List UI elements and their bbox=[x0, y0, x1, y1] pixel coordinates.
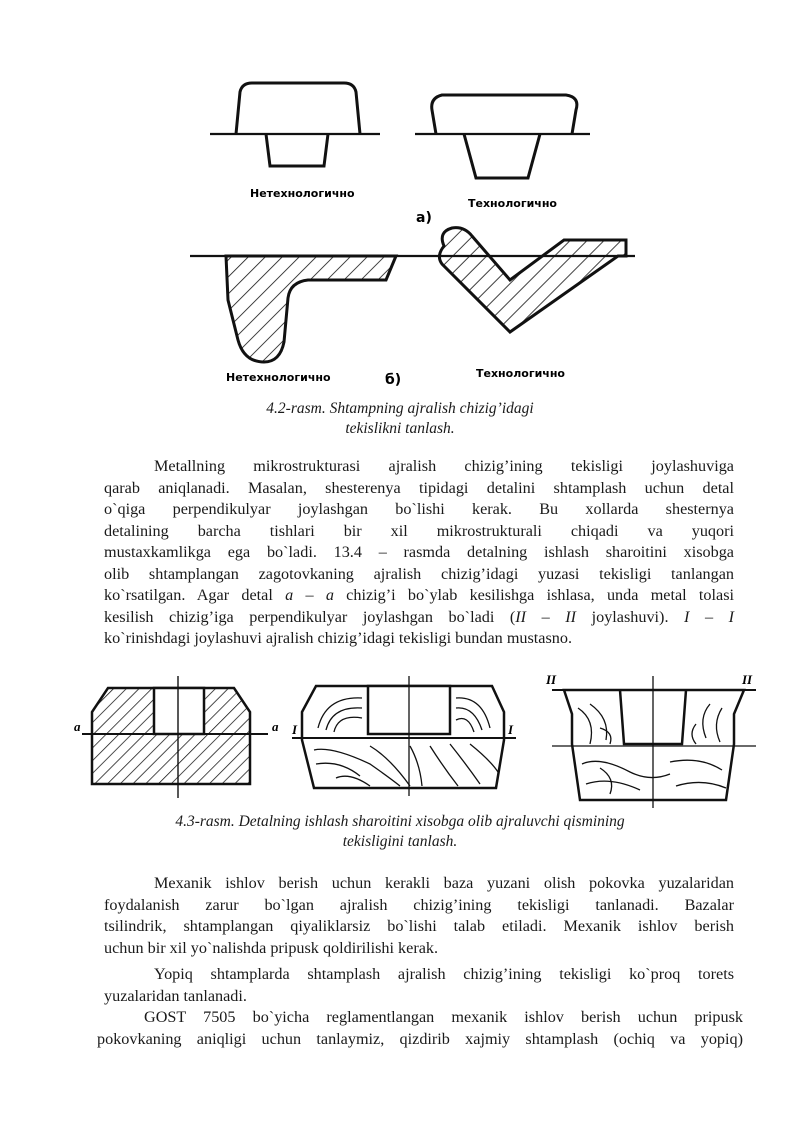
text-line: o`qiga perpendikulyar joylashgan bo`lishi kerak. Bu xollarda shesternya bbox=[104, 500, 734, 518]
text-line: uchun bir xil yo`nalishda pripusk qoldirilishi kerak. bbox=[104, 938, 439, 957]
text-line: detalining barcha tishlari bir xil mikrostrukturali chiqadi va yuqori bbox=[104, 521, 734, 540]
text-line: ko`rinishdagi joylashuvi ajralish chizig’idagi tekisligi bundan mustasno. bbox=[104, 629, 573, 647]
forging-a-nontech-drawing bbox=[210, 83, 380, 166]
text-line: GOST 7505 bo`yicha reglamentlangan mexanik ishlov berish uchun pripusk bbox=[144, 1008, 743, 1026]
text-line: kesilish chizig’iga perpendikulyar joylashgan bo`ladi (II – II joylashuvi). I – I bbox=[104, 607, 735, 626]
label-ii-left: II bbox=[546, 672, 557, 687]
caption-line: 4.3-rasm. Detalning ishlash sharoitini xisobga olib ajraluvchi qismining bbox=[175, 813, 625, 830]
figure-4-2 bbox=[180, 70, 650, 400]
label-a-tech: Технологично bbox=[468, 197, 557, 210]
text-line: mustaxkamlikga ega bo`ladi. 13.4 – rasmda detalning ishlash sharoitini xisobga bbox=[104, 543, 734, 561]
text-line: pokovkaning aniqligi uchun tanlaymiz, qizdirib xajmiy shtamplash (ochiq va yopiq) bbox=[97, 1029, 743, 1048]
paragraph-1 bbox=[104, 456, 734, 650]
label-a-right: a bbox=[272, 719, 279, 734]
label-i-right: I bbox=[508, 722, 514, 737]
paragraph-2 bbox=[104, 873, 734, 959]
text-line: tsilindrik, shtamplangan qiyaliklarsiz bo`lishi talab etiladi. Mexanik ishlov berish bbox=[104, 917, 734, 935]
part-ii-ii-drawing bbox=[552, 676, 756, 808]
label-a-left: a bbox=[74, 719, 81, 734]
text-line: qarab aniqlanadi. Masalan, shesterenya tipidagi detalini shtamplash uchun detal bbox=[104, 478, 734, 497]
figure-4-3 bbox=[70, 668, 770, 812]
text-line: foydalanish zarur bo`lgan ajralish chizig’ining tekisligi tanlanadi. Bazalar bbox=[104, 895, 734, 914]
text-line: yuzalaridan tanlanadi. bbox=[104, 986, 247, 1005]
caption-line: 4.2-rasm. Shtampning ajralish chizig’idagi bbox=[266, 400, 534, 417]
figure-4-2-caption bbox=[0, 399, 800, 439]
label-b-marker: б) bbox=[385, 372, 402, 388]
label-b-tech: Технологично bbox=[476, 367, 565, 380]
part-i-i-drawing bbox=[292, 676, 516, 796]
figure-4-3-caption bbox=[0, 812, 800, 852]
forging-b-tech-drawing bbox=[418, 228, 635, 332]
label-ii-right: II bbox=[742, 672, 753, 687]
text-line: Metallning mikrostrukturasi ajralish chizig’ining tekisligi joylashuviga bbox=[154, 457, 734, 475]
label-i-left: I bbox=[292, 722, 298, 737]
caption-line: tekisligini tanlash. bbox=[342, 833, 458, 850]
text-line: Yopiq shtamplarda shtamplash ajralish chizig’ining tekisligi ko`proq torets bbox=[154, 965, 734, 983]
text-line: olib shtamplangan zagotovkaning ajralish chizig’idagi yuzasi tekisligi tanlangan bbox=[104, 564, 734, 583]
paragraph-4 bbox=[97, 1007, 743, 1050]
label-a-nontech: Нетехнологично bbox=[250, 187, 355, 200]
forging-a-tech-drawing bbox=[415, 95, 590, 178]
part-a-a-drawing bbox=[82, 676, 268, 798]
label-a-marker: а) bbox=[416, 210, 432, 226]
label-b-nontech: Нетехнологично bbox=[226, 371, 331, 384]
forging-b-nontech-drawing bbox=[190, 256, 418, 362]
caption-line: tekislikni tanlash. bbox=[345, 420, 455, 437]
text-line: ko`rsatilgan. Agar detal a – a chizig’i bo`ylab kesilishga ishlasa, unda metal tolasi bbox=[104, 586, 734, 604]
text-line: Mexanik ishlov berish uchun kerakli baza yuzani olish pokovka yuzalaridan bbox=[154, 874, 734, 892]
paragraph-3 bbox=[104, 964, 734, 1007]
